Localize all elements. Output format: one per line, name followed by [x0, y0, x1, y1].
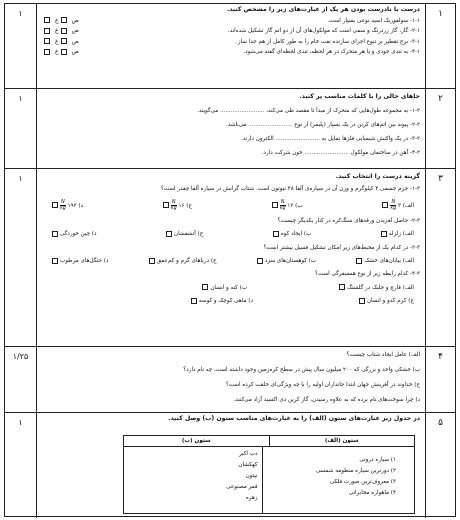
mc-options — [40, 228, 420, 241]
tf-item — [40, 16, 420, 27]
question-number: ۵ — [425, 413, 455, 518]
col-b-item[interactable]: زهره — [245, 495, 258, 501]
mc-options — [40, 295, 420, 308]
question-body — [38, 89, 424, 168]
fill-blank-item[interactable]: ۴-۲- آهن در ساختمان مولکول ......................... خون شرکت دارد. — [261, 150, 420, 156]
matching-table — [123, 435, 415, 514]
true-label: ص — [71, 16, 79, 24]
question-3 — [5, 168, 455, 346]
option-checkbox[interactable] — [52, 202, 58, 208]
mc-question: ۴-۳- کدام رابطه زیر از نوع همسفرگی است؟ — [314, 271, 420, 278]
option-checkbox[interactable] — [52, 231, 58, 237]
mc-option[interactable]: د) چین خوردگی — [50, 228, 97, 241]
question-title: جاهای خالی را با کلمات مناسب پر کنید. — [299, 93, 420, 100]
col-a-header: ستون (الف) — [269, 436, 415, 446]
option-checkbox[interactable] — [382, 202, 388, 208]
true-checkbox[interactable] — [61, 49, 67, 55]
question-5 — [5, 412, 455, 518]
true-label: ص — [71, 37, 79, 45]
question-score: ۱ — [5, 169, 37, 346]
option-checkbox[interactable] — [356, 258, 362, 264]
mc-option[interactable]: الف) ۳ $\frac{N}{kg}$ — [380, 197, 414, 215]
question-score: ۱ — [5, 4, 37, 88]
question-number: ۱ — [425, 4, 455, 88]
col-b-item[interactable]: کهکشان — [238, 462, 258, 468]
mc-option[interactable]: ب) کنه و انسان — [200, 282, 247, 295]
mc-option[interactable]: ب) ۱۲ $\frac{N}{kg}$ — [270, 197, 303, 215]
question-4 — [5, 346, 455, 412]
mc-option[interactable]: ب) کوهستان‌های سرد — [255, 255, 316, 268]
question-score: ۱ — [5, 89, 37, 168]
short-answer-item: الف) عامل ایجاد شتاب چیست؟ — [346, 352, 420, 358]
mc-option[interactable]: الف) بیابان‌های خشک — [354, 255, 414, 268]
question-title: گزینه درست را انتخاب کنید. — [335, 173, 420, 180]
option-checkbox[interactable] — [202, 284, 208, 290]
exam-sheet — [4, 3, 456, 517]
col-a-item[interactable]: ۴) ماهواره مخابراتی — [348, 490, 396, 496]
fill-blank-item[interactable]: ۱-۲- به مجموعه طول‌هایی که متحرک از مبدأ تا مقصد طی می‌کند، ......................... می‌گویند. — [197, 108, 420, 114]
option-checkbox[interactable] — [52, 258, 58, 264]
question-1 — [5, 4, 455, 88]
question-body — [38, 347, 424, 412]
tf-choices — [42, 26, 79, 37]
option-checkbox[interactable] — [273, 231, 279, 237]
col-b — [124, 447, 262, 513]
fill-blank-item[interactable]: ۲-۲- پیوند بین اتم‌های کربن در یک بسپار (پلیمر) از نوع ......................... می‌باشد. — [226, 122, 420, 128]
question-number: ۴ — [425, 347, 455, 412]
col-b-item[interactable]: قمر مصنوعی — [226, 484, 258, 490]
tf-choices — [42, 16, 79, 27]
true-checkbox[interactable] — [61, 17, 67, 23]
short-answer-item: د) چرا سوخت‌های نام برده که به علاوه رسیدن، گاز کربن دی اکسید آزاد می‌کنند. — [233, 397, 420, 403]
question-title: درست یا نادرست بودن هر یک از عبارت‌های زیر را مشخص کنید. — [226, 6, 420, 13]
tf-item-text: ۲-۱- گاز، گاز زردرنگ و سمی است که مولکول‌های آن از دو اتم گاز تشکیل شده‌اند. — [227, 28, 420, 35]
col-b-item[interactable]: نپتون — [245, 473, 258, 479]
question-2 — [5, 88, 455, 168]
short-answer-item: ج) خداوند در آفرینش جهان ابتدا جانداران اولیه را با چه ویژگی‌ای خلقت کرده است؟ — [225, 382, 420, 388]
mc-option[interactable]: ب) ایجاد کوه — [271, 228, 311, 241]
true-label: ص — [71, 48, 79, 56]
option-checkbox[interactable] — [381, 231, 387, 237]
tf-item — [40, 26, 420, 37]
mc-option[interactable]: الف) زلزله — [379, 228, 414, 241]
false-label: غ — [55, 37, 59, 45]
true-label: ص — [71, 27, 79, 35]
matching-body — [124, 447, 414, 513]
mc-option[interactable]: د) جنگل‌های مرطوب — [50, 255, 108, 268]
question-body — [38, 4, 424, 88]
false-label: غ — [55, 27, 59, 35]
option-checkbox[interactable] — [272, 202, 278, 208]
mc-options — [40, 197, 420, 215]
false-label: غ — [55, 16, 59, 24]
option-checkbox[interactable] — [149, 258, 155, 264]
short-answer-item: ب) خشکی واحد و بزرگی که ۲۰۰ میلیون سال پیش در سطح کره‌زمین وجود داشته است، چه نام دارد؟ — [183, 367, 420, 373]
mc-option[interactable]: د) ۱۹۲ $\frac{N}{kg}$ — [50, 197, 83, 215]
mc-option[interactable]: ج) کرم کدو و انسان — [357, 295, 414, 308]
tf-choices — [42, 47, 79, 58]
mc-question: ۲-۳- حاصل لغزیدن ورقه‌های سنگ‌کره در کنار یکدیگر چیست؟ — [277, 217, 420, 224]
tf-item — [40, 37, 420, 48]
true-checkbox[interactable] — [61, 28, 67, 34]
col-a — [262, 447, 415, 513]
option-checkbox[interactable] — [257, 258, 263, 264]
option-checkbox[interactable] — [191, 298, 197, 304]
mc-option[interactable]: د) ماهی کوچک و کوسه — [189, 295, 253, 308]
false-checkbox[interactable] — [44, 17, 50, 23]
option-checkbox[interactable] — [339, 284, 345, 290]
question-score: ۱/۲۵ — [5, 347, 37, 412]
tf-item-text: ۴-۱- به تندی جودی و یا هر متحرک در هر لحظه، تندی لحظه‌ای گفته می‌شود. — [243, 49, 420, 56]
question-number: ۲ — [425, 89, 455, 168]
col-a-item[interactable]: ۲) دورترین سیاره منظومه شمسی — [315, 468, 396, 474]
option-checkbox[interactable] — [166, 231, 172, 237]
tf-choices — [42, 37, 79, 48]
mc-option[interactable]: ج) دریاهای گرم و کم‌عمق — [147, 255, 217, 268]
fill-blank-item[interactable]: ۳-۲- در یک واکنش شیمیایی فلزها تمایل به ......................... الکترون دارند. — [240, 136, 420, 142]
tf-item-text: ۳-۱- برج تقطیر بر تنوع اجزای سازنده نفت خام را به طور کامل از هم جدا ساز. — [236, 38, 420, 45]
mc-options — [40, 255, 420, 268]
question-number: ۳ — [425, 169, 455, 346]
question-title: در جدول زیر عبارت‌های ستون (الف) را به عبارت‌های مناسب ستون (ب) وصل کنید. — [168, 415, 420, 422]
tf-item-text: ۱-۱- سولفوریک اسید نوعی بسپار است. — [327, 17, 420, 24]
question-score: ۱ — [5, 413, 37, 518]
question-body — [38, 169, 424, 346]
tf-item — [40, 47, 420, 58]
true-checkbox[interactable] — [61, 38, 67, 44]
mc-options — [40, 282, 420, 295]
matching-header — [124, 436, 414, 447]
col-b-header: ستون (ب) — [181, 438, 211, 444]
false-checkbox[interactable] — [44, 38, 50, 44]
mc-question: ۱-۳- جرم جسمی ۴ کیلوگرم و وزن آن در سیاره‌ی آلفا ۴۸ نیوتون است. شتاب گرانش در سیاره آلفا چقدر است؟ — [160, 186, 420, 193]
col-a-item[interactable]: ۱) سیاره درونی — [359, 457, 396, 463]
false-checkbox[interactable] — [44, 28, 50, 34]
false-checkbox[interactable] — [44, 49, 50, 55]
col-b-item[interactable]: دب اکبر — [238, 451, 258, 457]
mc-option[interactable]: ج) ۱۶ $\frac{N}{kg}$ — [161, 197, 192, 215]
mc-option[interactable]: ج) آتشفشان — [164, 228, 203, 241]
col-a-item[interactable]: ۳) معروف‌ترین صورت فلکی — [329, 479, 396, 485]
false-label: غ — [55, 48, 59, 56]
option-checkbox[interactable] — [359, 298, 365, 304]
mc-option[interactable]: الف) قارچ و جلبک در گلسنگ — [337, 282, 414, 295]
mc-question: ۳-۳- در کدام یک از محیط‌های زیر امکان تشکیل فسیل بیشتر است؟ — [263, 244, 420, 251]
option-checkbox[interactable] — [163, 202, 169, 208]
